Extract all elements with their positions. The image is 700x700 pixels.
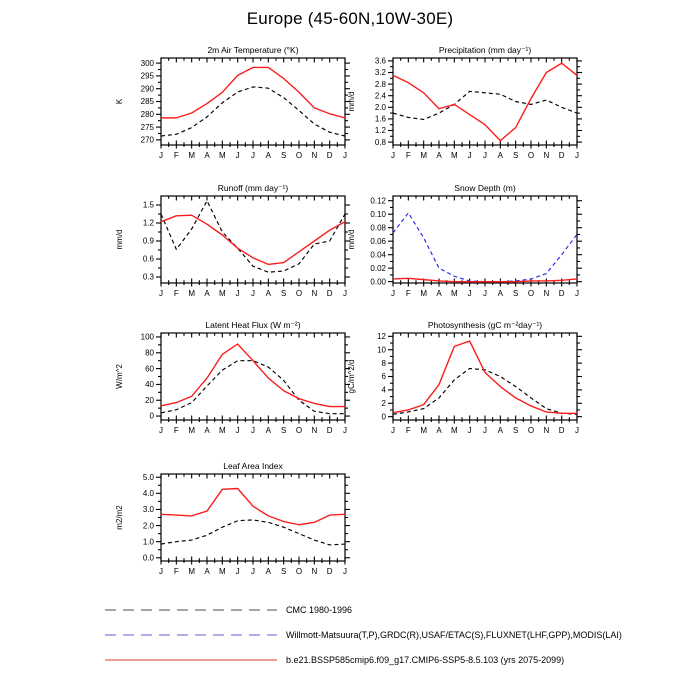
y-tick-label: 8 bbox=[381, 358, 386, 368]
x-tick-label: M bbox=[450, 151, 458, 160]
x-tick-label: M bbox=[450, 426, 458, 435]
legend-label-observations: Willmott-Matsuura(T,P),GRDC(R),USAF/ETAC(S),FLUXNET(LHF,GPP),MODIS(LAI) bbox=[286, 629, 622, 640]
y-tick-label: 0 bbox=[381, 412, 386, 422]
x-tick-label: J bbox=[343, 426, 347, 435]
x-tick-label: A bbox=[497, 289, 504, 298]
axis-ticks bbox=[388, 58, 582, 149]
x-tick-label: M bbox=[188, 426, 196, 435]
chart-svg-2m-air-temperature bbox=[111, 44, 379, 182]
chart-title: Runoff (mm day⁻¹) bbox=[217, 183, 289, 193]
chart-2m-air-temperature bbox=[111, 44, 379, 182]
x-tick-label: M bbox=[188, 567, 196, 576]
series-model-line bbox=[161, 67, 345, 117]
y-tick-label: 0 bbox=[149, 411, 154, 421]
y-tick-label: 1.0 bbox=[142, 537, 154, 547]
y-axis-label: W/m^2 bbox=[115, 364, 124, 389]
x-tick-label: J bbox=[391, 426, 395, 435]
x-tick-label: D bbox=[326, 426, 333, 435]
y-tick-label: 300 bbox=[140, 58, 154, 68]
x-tick-label: J bbox=[251, 289, 255, 298]
y-tick-label: 285 bbox=[140, 97, 154, 107]
y-tick-label: 3.0 bbox=[142, 505, 154, 515]
y-tick-label: 3.6 bbox=[374, 56, 386, 66]
x-tick-label: J bbox=[575, 289, 579, 298]
y-tick-label: 275 bbox=[140, 122, 154, 132]
x-tick-label: J bbox=[467, 289, 472, 298]
series-model-line bbox=[161, 344, 345, 406]
x-tick-label: J bbox=[575, 426, 579, 435]
y-tick-label: 0.00 bbox=[370, 277, 386, 287]
x-tick-label: A bbox=[265, 426, 272, 435]
legend bbox=[103, 597, 622, 672]
legend-line-cmc-obs bbox=[103, 604, 279, 616]
series-obs-line bbox=[161, 520, 345, 545]
x-tick-label: D bbox=[326, 289, 333, 298]
page-title: Europe (45-60N,10W-30E) bbox=[246, 9, 454, 28]
x-tick-label: A bbox=[265, 151, 272, 160]
series-obs-line bbox=[161, 87, 345, 136]
x-tick-label: N bbox=[543, 151, 550, 160]
y-tick-label: 0.06 bbox=[370, 236, 386, 246]
x-tick-label: D bbox=[558, 426, 565, 435]
y-tick-label: 0.0 bbox=[142, 553, 154, 563]
x-tick-label: F bbox=[405, 289, 411, 298]
x-tick-label: N bbox=[311, 289, 318, 298]
x-tick-label: A bbox=[265, 567, 272, 576]
chart-svg-leaf-area-index bbox=[111, 460, 379, 598]
x-tick-label: J bbox=[251, 426, 255, 435]
x-tick-label: A bbox=[436, 289, 442, 298]
y-tick-label: 40 bbox=[145, 380, 154, 390]
x-tick-label: J bbox=[483, 426, 487, 435]
x-tick-label: O bbox=[295, 426, 303, 435]
plot-frame bbox=[161, 333, 345, 420]
y-tick-label: 0.3 bbox=[142, 272, 154, 282]
legend-item-cmc bbox=[103, 597, 622, 622]
x-tick-label: A bbox=[436, 151, 442, 160]
y-axis-label: K bbox=[115, 98, 124, 105]
x-tick-label: O bbox=[295, 289, 303, 298]
x-tick-label: J bbox=[235, 426, 240, 435]
chart-title: Latent Heat Flux (W m⁻²) bbox=[205, 320, 301, 330]
y-tick-label: 1.6 bbox=[374, 114, 386, 124]
x-tick-label: M bbox=[450, 289, 458, 298]
x-tick-label: O bbox=[527, 289, 535, 298]
x-tick-label: D bbox=[558, 151, 565, 160]
x-tick-label: M bbox=[420, 289, 428, 298]
x-tick-label: J bbox=[467, 151, 472, 160]
chart-title: Snow Depth (m) bbox=[454, 183, 516, 193]
x-tick-label: F bbox=[405, 151, 411, 160]
x-tick-label: S bbox=[280, 289, 287, 298]
y-tick-label: 80 bbox=[145, 348, 154, 358]
y-axis-label: mm/d bbox=[115, 229, 124, 250]
y-tick-label: 1.5 bbox=[142, 200, 154, 210]
chart-runoff bbox=[111, 182, 379, 320]
y-axis-label: mm/d bbox=[347, 91, 356, 112]
x-tick-label: A bbox=[497, 151, 504, 160]
y-axis-label: gC/m^2/d bbox=[347, 359, 356, 394]
y-tick-label: 2.4 bbox=[374, 91, 386, 101]
chart-svg-latent-heat-flux bbox=[111, 319, 379, 457]
y-tick-label: 295 bbox=[140, 71, 154, 81]
legend-label-cmc: CMC 1980-1996 bbox=[286, 604, 353, 615]
chart-snow-depth bbox=[343, 182, 611, 320]
x-tick-label: J bbox=[483, 289, 487, 298]
y-tick-label: 0.10 bbox=[370, 209, 386, 219]
x-tick-label: J bbox=[235, 567, 240, 576]
x-tick-label: F bbox=[173, 567, 179, 576]
series-model-line bbox=[161, 489, 345, 525]
y-tick-label: 60 bbox=[145, 364, 154, 374]
x-tick-label: A bbox=[204, 567, 210, 576]
x-tick-label: A bbox=[436, 426, 442, 435]
x-tick-label: D bbox=[326, 567, 333, 576]
series-obs-line bbox=[393, 368, 577, 414]
y-tick-label: 2 bbox=[381, 398, 386, 408]
chart-svg-precipitation bbox=[343, 44, 611, 182]
y-tick-label: 2.0 bbox=[374, 103, 386, 112]
x-tick-label: D bbox=[326, 151, 333, 160]
x-tick-label: A bbox=[204, 289, 210, 298]
x-tick-label: O bbox=[295, 567, 303, 576]
x-tick-label: A bbox=[204, 151, 210, 160]
y-tick-label: 6 bbox=[381, 372, 386, 382]
x-tick-label: O bbox=[295, 151, 303, 160]
legend-line-multi-obs bbox=[103, 629, 279, 641]
y-tick-label: 0.08 bbox=[370, 223, 386, 233]
chart-precipitation bbox=[343, 44, 611, 182]
y-tick-label: 100 bbox=[140, 332, 154, 342]
y-tick-label: 0.02 bbox=[370, 263, 386, 273]
y-tick-label: 5.0 bbox=[142, 472, 154, 482]
x-tick-label: J bbox=[391, 289, 395, 298]
x-tick-label: M bbox=[420, 151, 428, 160]
x-tick-label: F bbox=[173, 289, 179, 298]
plot-frame bbox=[393, 333, 577, 420]
y-axis-label: m2/m2 bbox=[115, 505, 124, 530]
x-tick-label: S bbox=[512, 426, 519, 435]
y-tick-label: 290 bbox=[140, 84, 154, 94]
x-tick-label: N bbox=[311, 426, 318, 435]
x-tick-label: N bbox=[311, 567, 318, 576]
y-tick-label: 280 bbox=[140, 109, 154, 119]
y-tick-label: 2.8 bbox=[374, 79, 386, 89]
x-tick-label: J bbox=[159, 567, 163, 576]
x-tick-label: S bbox=[280, 426, 287, 435]
x-tick-label: S bbox=[280, 151, 287, 160]
series-model-line bbox=[161, 215, 345, 264]
x-tick-label: M bbox=[218, 567, 226, 576]
y-tick-label: 12 bbox=[377, 332, 386, 342]
y-tick-label: 270 bbox=[140, 135, 154, 145]
x-tick-label: N bbox=[543, 426, 550, 435]
x-tick-label: J bbox=[251, 151, 255, 160]
x-tick-label: F bbox=[173, 151, 179, 160]
plot-frame bbox=[161, 474, 345, 561]
x-tick-label: D bbox=[558, 289, 565, 298]
y-tick-label: 0.9 bbox=[142, 236, 154, 246]
y-tick-label: 1.2 bbox=[142, 218, 154, 228]
x-tick-label: J bbox=[251, 567, 255, 576]
x-tick-label: A bbox=[497, 426, 504, 435]
chart-title: 2m Air Temperature (°K) bbox=[207, 45, 299, 55]
x-tick-label: A bbox=[265, 289, 272, 298]
x-tick-label: F bbox=[173, 426, 179, 435]
legend-item-model bbox=[103, 647, 622, 672]
x-tick-label: N bbox=[311, 151, 318, 160]
x-tick-label: J bbox=[159, 426, 163, 435]
x-tick-label: S bbox=[280, 567, 287, 576]
x-tick-label: M bbox=[218, 289, 226, 298]
y-tick-label: 1.2 bbox=[374, 126, 386, 136]
y-tick-label: 4.0 bbox=[142, 489, 154, 499]
chart-title: Leaf Area Index bbox=[223, 461, 283, 471]
chart-svg-photosynthesis bbox=[343, 319, 611, 457]
y-tick-label: 0.6 bbox=[142, 254, 154, 264]
y-tick-label: 20 bbox=[145, 395, 154, 405]
x-tick-label: M bbox=[218, 426, 226, 435]
chart-latent-heat-flux bbox=[111, 319, 379, 457]
x-tick-label: S bbox=[512, 289, 519, 298]
y-tick-label: 0.8 bbox=[374, 137, 386, 147]
y-tick-label: 4 bbox=[381, 385, 386, 395]
x-tick-label: M bbox=[188, 151, 196, 160]
y-tick-label: 3.2 bbox=[374, 68, 386, 78]
x-tick-label: J bbox=[391, 151, 395, 160]
y-tick-label: 0.12 bbox=[370, 196, 386, 206]
y-tick-label: 10 bbox=[377, 345, 386, 355]
x-tick-label: M bbox=[420, 426, 428, 435]
x-tick-label: J bbox=[159, 289, 163, 298]
series-obs-line bbox=[161, 201, 345, 272]
x-tick-label: J bbox=[575, 151, 579, 160]
chart-photosynthesis bbox=[343, 319, 611, 457]
x-tick-label: M bbox=[188, 289, 196, 298]
series-model-line bbox=[393, 341, 577, 413]
chart-svg-snow-depth bbox=[343, 182, 611, 320]
axis-ticks bbox=[156, 333, 350, 424]
chart-leaf-area-index bbox=[111, 460, 379, 598]
chart-title: Photosynthesis (gC m⁻²day⁻¹) bbox=[427, 320, 543, 330]
chart-svg-runoff bbox=[111, 182, 379, 320]
x-tick-label: N bbox=[543, 289, 550, 298]
x-tick-label: F bbox=[405, 426, 411, 435]
x-tick-label: J bbox=[235, 289, 240, 298]
x-tick-label: O bbox=[527, 151, 535, 160]
y-tick-label: 2.0 bbox=[142, 521, 154, 531]
x-tick-label: J bbox=[343, 567, 347, 576]
series-obs-line bbox=[393, 213, 577, 282]
x-tick-label: J bbox=[235, 151, 240, 160]
x-tick-label: A bbox=[204, 426, 210, 435]
x-tick-label: J bbox=[343, 289, 347, 298]
axis-ticks bbox=[388, 196, 582, 287]
plot-frame bbox=[161, 58, 345, 145]
x-tick-label: J bbox=[467, 426, 472, 435]
x-tick-label: M bbox=[218, 151, 226, 160]
x-tick-label: J bbox=[159, 151, 163, 160]
y-tick-label: 0.04 bbox=[370, 250, 386, 260]
series-obs-line bbox=[393, 91, 577, 119]
x-tick-label: J bbox=[343, 151, 347, 160]
legend-item-observations bbox=[103, 622, 622, 647]
x-tick-label: S bbox=[512, 151, 519, 160]
legend-label-model: b.e21.BSSP585cmip6.f09_g17.CMIP6-SSP5-8.5.103 (yrs 2075-2099) bbox=[286, 654, 565, 665]
y-axis-label: mm/d bbox=[347, 229, 356, 250]
series-obs-line bbox=[161, 361, 345, 414]
x-tick-label: J bbox=[483, 151, 487, 160]
axis-ticks bbox=[156, 58, 350, 149]
axis-ticks bbox=[156, 196, 350, 287]
x-tick-label: O bbox=[527, 426, 535, 435]
legend-line-model bbox=[103, 654, 279, 666]
chart-title: Precipitation (mm day⁻¹) bbox=[438, 45, 532, 55]
